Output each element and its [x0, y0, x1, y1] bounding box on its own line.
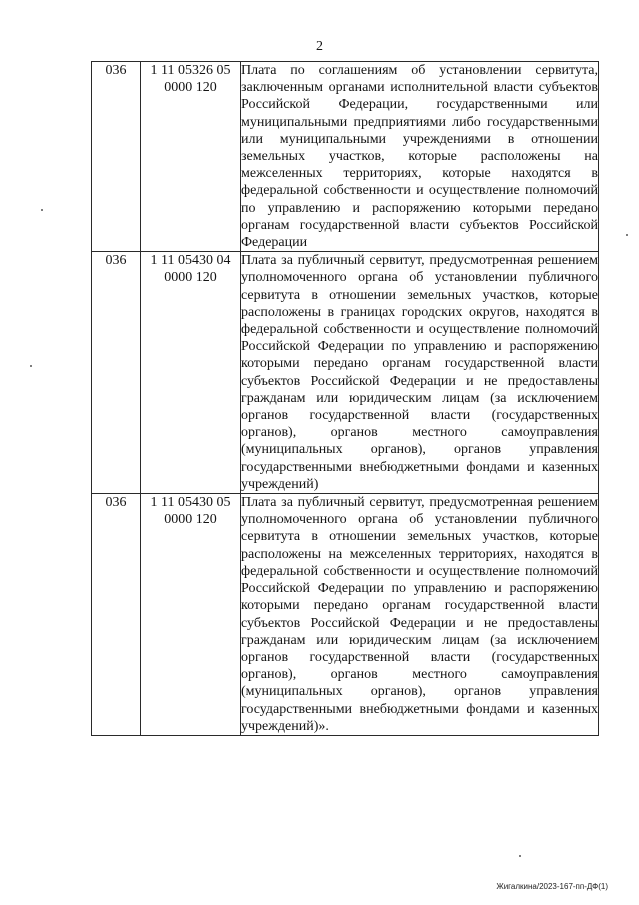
budget-code-line: 1 11 05430 05 — [150, 495, 231, 511]
description-cell: Плата за публичный сервитут, предусмотренная решением уполномоченного органа об установлении публичного сервитута в отношении земельных участков, которые расположены в границах городских округов, находятся в федеральной собственности и осуществление полномочий Российской Федерации по управлению и распоряжению которыми передано органам государственной власти субъектов Российской Федерации и не предоставлены гражданам или юридическим лицам (за исключением органов государственной власти (государственных органов), органов местного самоуправления (муниципальных органов), органов управления государственными внебюджетными фондами и казенных учреждений) — [241, 253, 598, 492]
table-row — [92, 494, 599, 736]
budget-code-cell — [141, 62, 241, 252]
scan-speck — [626, 234, 628, 236]
budget-code-cell — [141, 252, 241, 494]
budget-code-line: 0000 120 — [164, 80, 217, 96]
scan-speck — [519, 855, 521, 857]
scan-speck — [30, 365, 32, 367]
income-codes-table — [91, 61, 599, 736]
scan-speck — [41, 209, 43, 211]
admin-code-cell: 036 — [92, 494, 141, 736]
budget-code-line: 0000 120 — [164, 512, 217, 528]
budget-code-line: 1 11 05326 05 — [150, 63, 231, 78]
admin-code-cell: 036 — [92, 62, 141, 252]
budget-code-line: 1 11 05430 04 — [150, 253, 231, 269]
table-row — [92, 62, 599, 252]
budget-code-cell — [141, 494, 241, 736]
description-cell: Плата за публичный сервитут, предусмотренная решением уполномоченного органа об установлении публичного сервитута в отношении земельных участков, которые расположены на межселенных территориях, находятся в федеральной собственности и осуществление полномочий Российской Федерации по управлению и распоряжению которыми передано органам государственной власти субъектов Российской Федерации и не предоставлены гражданам или юридическим лицам (за исключением органов государственной власти (государственных органов), органов местного самоуправления (муниципальных органов), органов управления государственными внебюджетными фондами и казенных учреждений)». — [241, 495, 598, 734]
description-cell: Плата по соглашениям об установлении сервитута, заключенным органами исполнительной власти субъектов Российской Федерации, государственными или муниципальными предприятиями либо государственными или муниципальными учреждениями в отношении земельных участков, которые расположены на межселенных территориях, которые находятся в федеральной собственности и осуществление полномочий по управлению и распоряжению которыми передано органам государственной власти субъектов Российской Федерации — [241, 63, 598, 251]
admin-code-cell: 036 — [92, 252, 141, 494]
table-row — [92, 252, 599, 494]
document-stamp: Жигалкина/2023-167-пп-ДФ(1) — [496, 882, 608, 891]
page-number: 2 — [316, 39, 323, 54]
budget-code-line: 0000 120 — [164, 270, 217, 286]
